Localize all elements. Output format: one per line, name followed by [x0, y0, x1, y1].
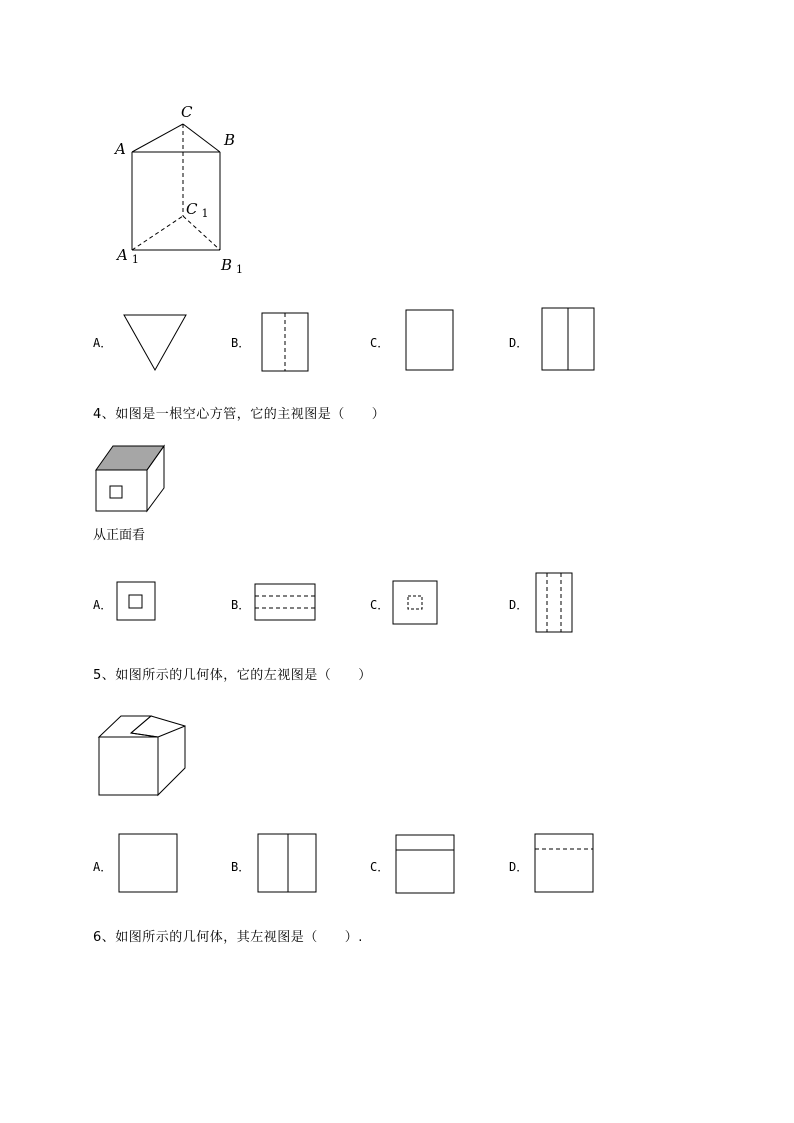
label-c1: C $_1$	[186, 200, 209, 220]
q3-option-a-label[interactable]: A．	[93, 336, 113, 350]
q6-text: 6、如图所示的几何体，其左视图是（ ）.	[93, 930, 363, 945]
q4-option-c-label[interactable]: C．	[370, 598, 390, 612]
q4-caption: 从正面看	[93, 528, 146, 543]
q5-option-a-label[interactable]: A．	[93, 860, 113, 874]
q5-option-d-label[interactable]: D．	[509, 860, 529, 874]
q4-option-b-label[interactable]: B．	[231, 598, 251, 612]
q5-option-b-label[interactable]: B．	[231, 860, 251, 874]
q3-option-d-label[interactable]: D．	[509, 336, 529, 350]
label-c: C	[181, 103, 193, 121]
q3-option-c-label[interactable]: C．	[370, 336, 390, 350]
label-b: B	[224, 131, 236, 149]
q5-text: 5、如图所示的几何体，它的左视图是（ ）	[93, 668, 372, 683]
label-b1: B $_1$	[221, 256, 244, 276]
q3-option-b-label[interactable]: B．	[231, 336, 251, 350]
label-a1: A $_1$	[117, 246, 139, 266]
q5-option-c-label[interactable]: C．	[370, 860, 390, 874]
q4-text: 4、如图是一根空心方管，它的主视图是（ ）	[93, 407, 386, 422]
q4-option-d-label[interactable]: D．	[509, 598, 529, 612]
label-a: A	[115, 140, 126, 158]
q4-option-a-label[interactable]: A．	[93, 598, 113, 612]
